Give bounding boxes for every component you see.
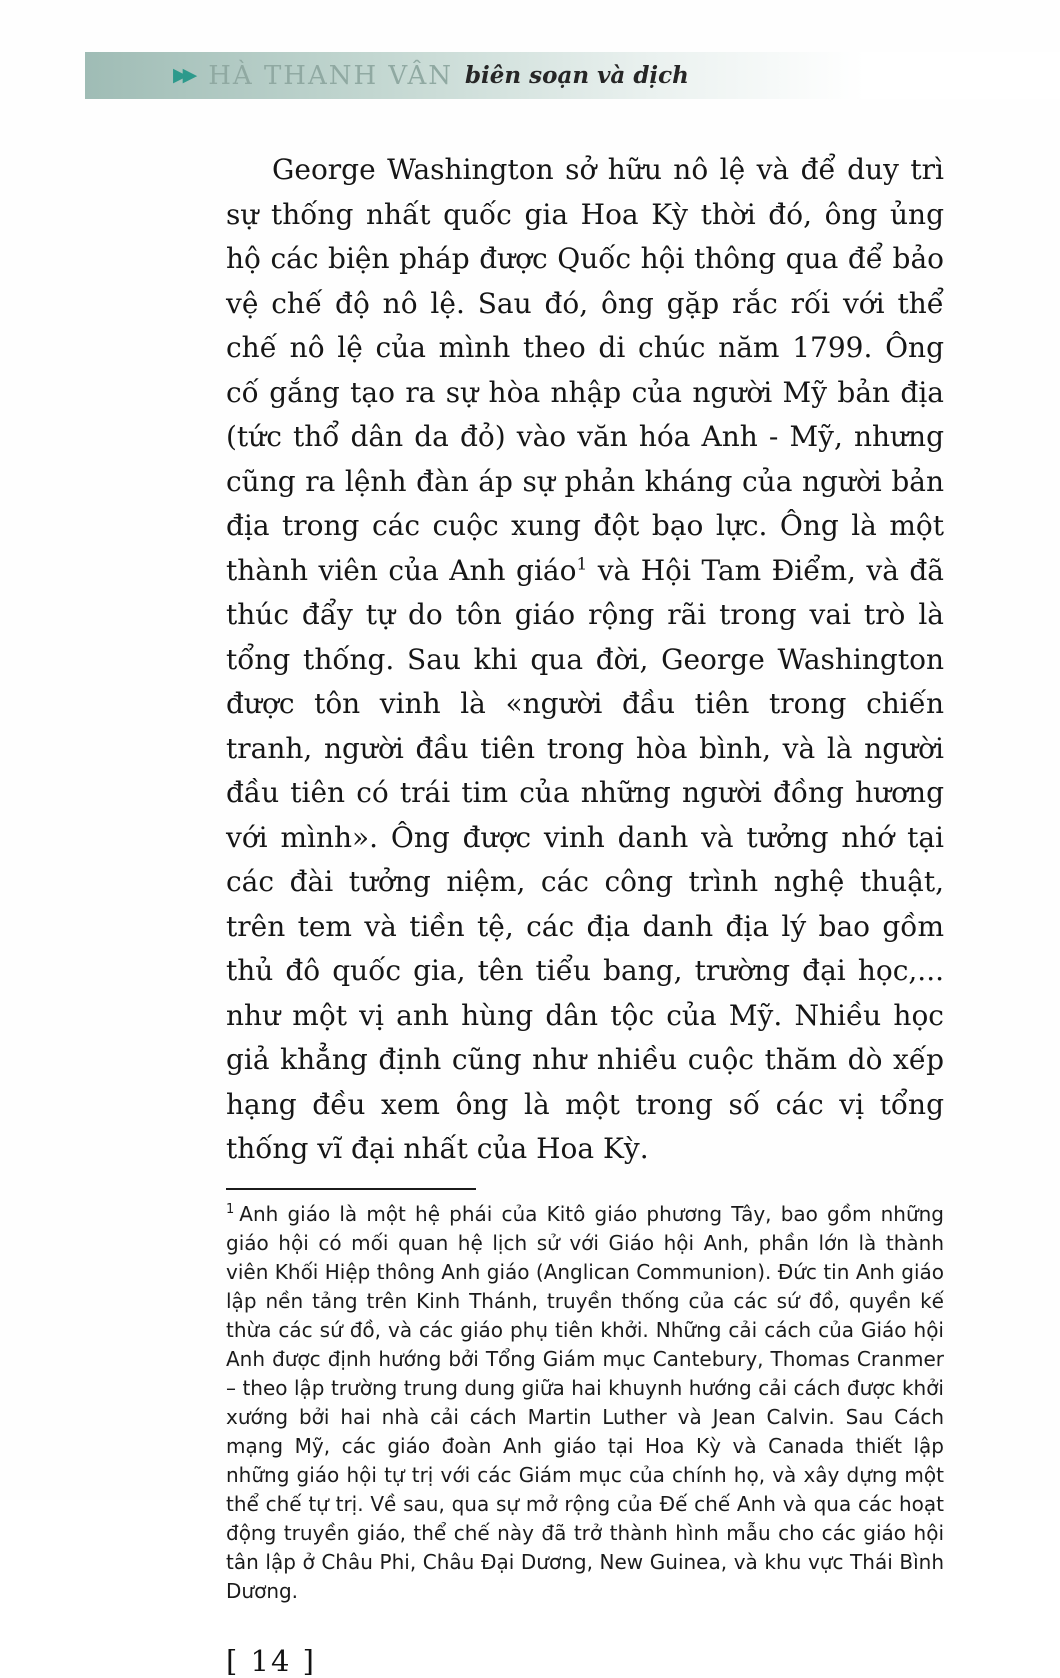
footnote-reference: 1 [576, 554, 588, 575]
footnote-text: Anh giáo là một hệ phái của Kitô giáo phương Tây, bao gồm những giáo hội có mối quan hệ lịch sử với Giáo hội Anh, phần lớn là thành viên Khối Hiệp thông Anh giáo (Anglican Communion). Đức tin Anh giáo lập nền tảng trên Kinh Thánh, truyền thống của các sứ đồ, quyền kế thừa các sứ đồ, và các giáo phụ tiên khởi. Những cải cách của Giáo hội Anh được định hướng bởi Tổng Giám mục Cantebury, Thomas Cranmer – theo lập trường trung dung giữa hai khuynh hướng cải cách được khởi xướng bởi hai nhà cải cách Martin Luther và Jean Calvin. Sau Cách mạng Mỹ, các giáo đoàn Anh giáo tại Hoa Kỳ và Canada thiết lập những giáo hội tự trị với các Giám mục của chính họ, và xây dựng một thể chế tự trị. Về sau, qua sự mở rộng của Đế chế Anh và qua các hoạt động truyền giáo, thể chế này đã trở thành hình mẫu cho các giáo hội tân lập ở Châu Phi, Châu Đại Dương, New Guinea, và khu vực Thái Bình Dương. [226, 1201, 944, 1603]
page-header [85, 52, 1060, 99]
header-author-name: HÀ THANH VÂN [208, 60, 453, 91]
footnote-paragraph [226, 1200, 944, 1606]
double-arrow-icon: ▶▶ [173, 63, 193, 86]
body-text-after-ref: và Hội Tam Điểm, và đã thúc đẩy tự do tôn giáo rộng rãi trong vai trò là tổng thống. Sau khi qua đời, George Washington được tôn vinh là «người đầu tiên trong chiến tranh, người đầu tiên trong hòa bình, và là người đầu tiên có trái tim của những người đồng hương với mình». Ông được vinh danh và tưởng nhớ tại các đài tưởng niệm, các công trình nghệ thuật, trên tem và tiền tệ, các địa danh địa lý bao gồm thủ đô quốc gia, tên tiểu bang, trường đại học,... như một vị anh hùng dân tộc của Mỹ. Nhiều học giả khẳng định cũng như nhiều cuộc thăm dò xếp hạng đều xem ông là một trong số các vị tổng thống vĩ đại nhất của Hoa Kỳ. [226, 553, 944, 1165]
footnote-marker: 1 [226, 1201, 235, 1217]
text-column [226, 148, 944, 1678]
page-number: [ 14 ] [226, 1643, 316, 1678]
header-subtitle: biên soạn và dịch [464, 62, 689, 89]
footnote-divider [226, 1188, 476, 1190]
body-paragraph [226, 148, 944, 1172]
body-text-before-ref: George Washington sở hữu nô lệ và để duy trì sự thống nhất quốc gia Hoa Kỳ thời đó, ông ủng hộ các biện pháp được Quốc hội thông qua để bảo vệ chế độ nô lệ. Sau đó, ông gặp rắc rối với thể chế nô lệ của mình theo di chúc năm 1799. Ông cố gắng tạo ra sự hòa nhập của người Mỹ bản địa (tức thổ dân da đỏ) vào văn hóa Anh - Mỹ, nhưng cũng ra lệnh đàn áp sự phản kháng của người bản địa trong các cuộc xung đột bạo lực. Ông là một thành viên của Anh giáo [226, 153, 944, 587]
